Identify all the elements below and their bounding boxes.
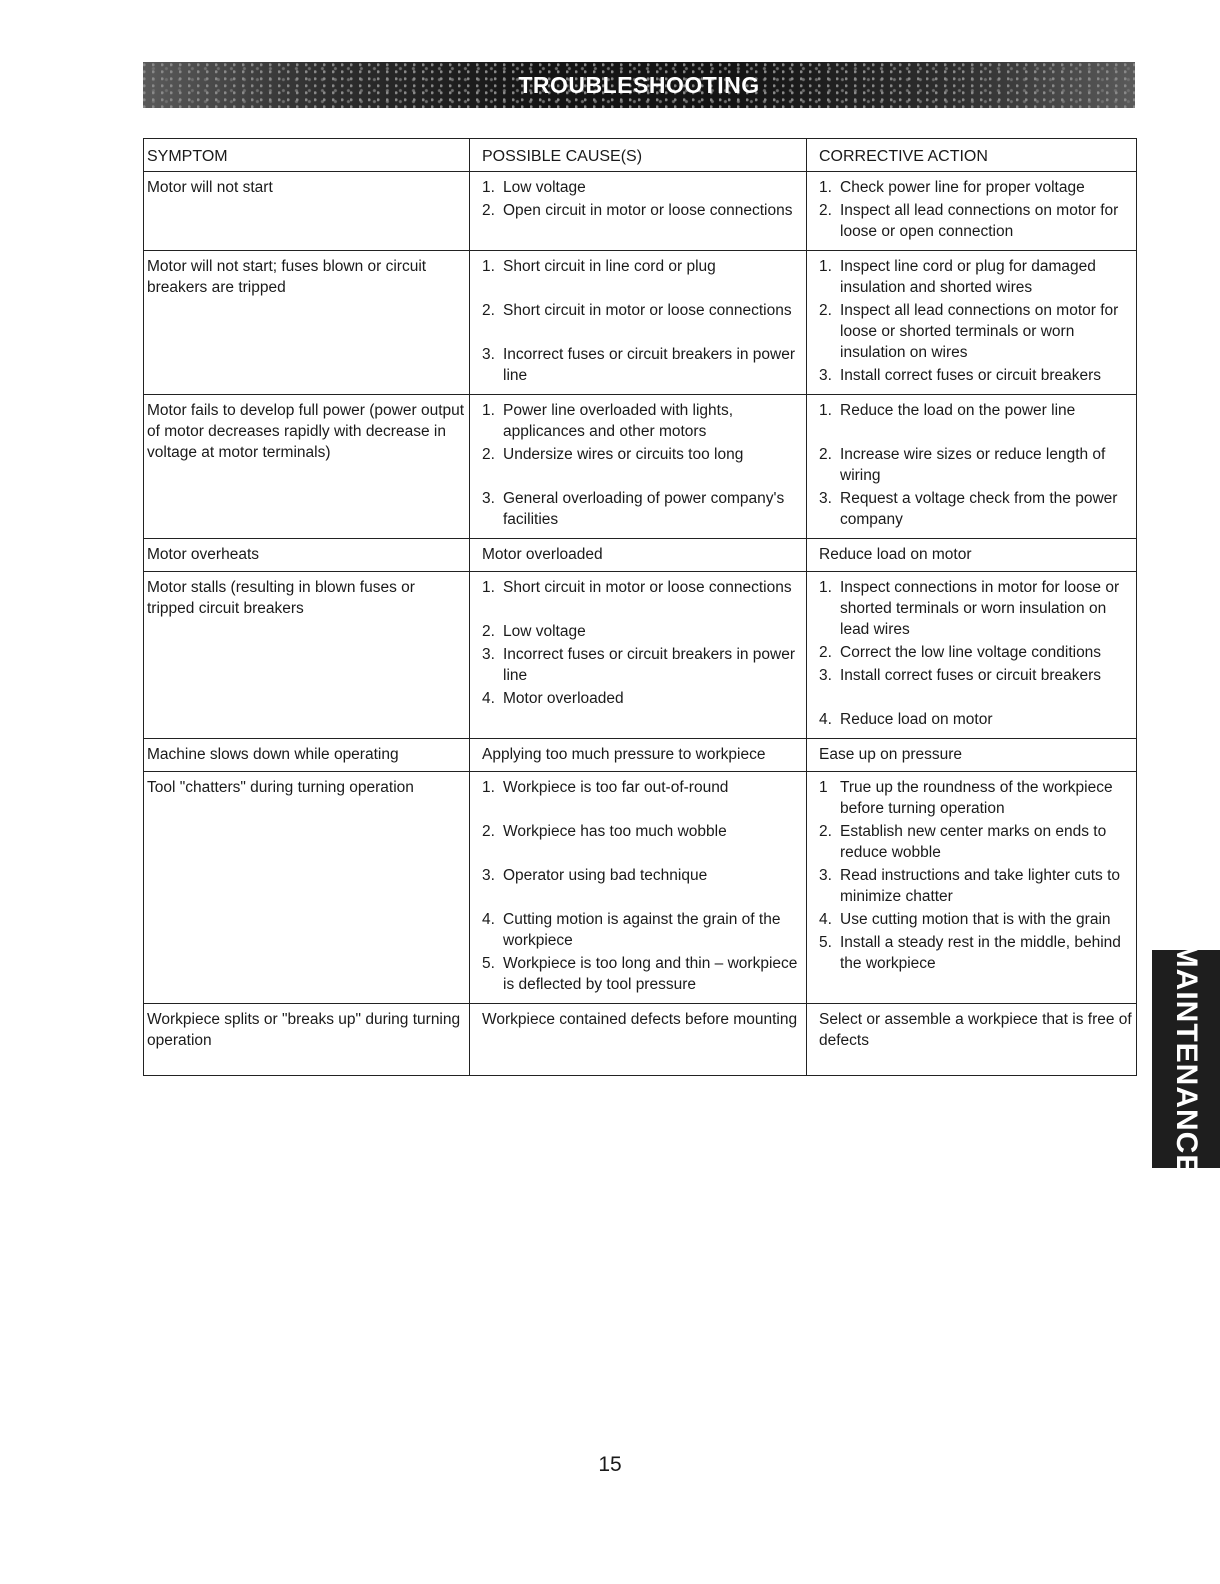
- symptom-cell: Motor will not start: [144, 172, 470, 251]
- list-item: 2. Workpiece has too much wobble: [482, 823, 727, 840]
- table-header-row: [144, 139, 1137, 172]
- symptom-cell: Motor fails to develop full power (power output of motor decreases rapidly with decrease in voltage at motor terminals): [144, 395, 470, 539]
- symptom-cell: Tool "chatters" during turning operation: [144, 772, 470, 1004]
- symptom-cell: Machine slows down while operating: [144, 739, 470, 772]
- cause-cell: [470, 172, 807, 251]
- action-cell: [807, 172, 1137, 251]
- troubleshooting-table: [143, 138, 1137, 1076]
- cause-cell: Motor overloaded: [470, 539, 807, 572]
- list-item: 3. Install correct fuses or circuit breakers: [819, 367, 1102, 384]
- list-item: 3. Operator using bad technique: [482, 867, 708, 884]
- table-row: [144, 172, 1137, 251]
- cause-column-header: POSSIBLE CAUSE(S): [470, 139, 807, 172]
- list-item: 1. Check power line for proper voltage: [819, 179, 1085, 196]
- list-item: 1. Short circuit in motor or loose connections: [482, 579, 792, 596]
- list-item: 1. Short circuit in line cord or plug: [482, 258, 716, 275]
- list-item: 3. Incorrect fuses or circuit breakers in power line: [482, 346, 796, 384]
- cause-cell: [470, 395, 807, 539]
- table-row: [144, 251, 1137, 395]
- list-item: 4. Cutting motion is against the grain of the workpiece: [482, 911, 781, 949]
- symptom-cell: Motor stalls (resulting in blown fuses or tripped circuit breakers: [144, 572, 470, 739]
- action-cell: [807, 772, 1137, 1004]
- action-cell: Select or assemble a workpiece that is free of defects: [807, 1004, 1137, 1076]
- action-cell: Reduce load on motor: [807, 539, 1137, 572]
- table-row: [144, 539, 1137, 572]
- cause-cell: Applying too much pressure to workpiece: [470, 739, 807, 772]
- list-item: 1 True up the roundness of the workpiece before turning operation: [819, 779, 1113, 817]
- list-item: 2. Increase wire sizes or reduce length of wiring: [819, 446, 1106, 484]
- page-number: 15: [598, 1453, 622, 1476]
- action-cell: [807, 572, 1137, 739]
- action-column-header: CORRECTIVE ACTION: [807, 139, 1137, 172]
- action-cell: [807, 251, 1137, 395]
- table-row: [144, 395, 1137, 539]
- cause-cell: [470, 772, 807, 1004]
- list-item: 4. Motor overloaded: [482, 690, 624, 707]
- list-item: 2. Correct the low line voltage conditions: [819, 644, 1102, 661]
- symptom-cell: Motor will not start; fuses blown or circuit breakers are tripped: [144, 251, 470, 395]
- list-item: 2. Open circuit in motor or loose connections: [482, 202, 793, 219]
- section-title: TROUBLESHOOTING: [518, 72, 760, 98]
- list-item: 1. Workpiece is too far out-of-round: [482, 779, 729, 796]
- list-item: 3. Request a voltage check from the power company: [819, 490, 1118, 528]
- section-side-tab: [1152, 942, 1220, 1176]
- list-item: 1. Power line overloaded with lights, applicances and other motors: [482, 402, 734, 440]
- list-item: 5. Workpiece is too long and thin – workpiece is deflected by tool pressure: [482, 955, 798, 993]
- table-row: [144, 739, 1137, 772]
- list-item: 4. Reduce load on motor: [819, 711, 993, 728]
- cause-cell: [470, 251, 807, 395]
- list-item: 1. Reduce the load on the power line: [819, 402, 1076, 419]
- list-item: 2. Inspect all lead connections on motor for loose or shorted terminals or worn insulation on wires: [819, 302, 1119, 361]
- list-item: 2. Low voltage: [482, 623, 586, 640]
- list-item: 3. Read instructions and take lighter cuts to minimize chatter: [819, 867, 1121, 905]
- cause-cell: Workpiece contained defects before mounting: [470, 1004, 807, 1076]
- list-item: 2. Short circuit in motor or loose connections: [482, 302, 792, 319]
- side-tab-label: MAINTENANCE: [1170, 942, 1203, 1176]
- action-cell: [807, 395, 1137, 539]
- list-item: 3. Install correct fuses or circuit breakers: [819, 667, 1102, 684]
- list-item: 1. Low voltage: [482, 179, 586, 196]
- list-item: 3. Incorrect fuses or circuit breakers in power line: [482, 646, 796, 684]
- list-item: 2. Inspect all lead connections on motor for loose or open connection: [819, 202, 1119, 240]
- table-row: [144, 772, 1137, 1004]
- list-item: 5. Install a steady rest in the middle, behind the workpiece: [819, 934, 1121, 972]
- list-item: 1. Inspect line cord or plug for damaged insulation and shorted wires: [819, 258, 1096, 296]
- symptom-column-header: SYMPTOM: [144, 139, 470, 172]
- action-cell: Ease up on pressure: [807, 739, 1137, 772]
- cause-cell: [470, 572, 807, 739]
- list-item: 4. Use cutting motion that is with the grain: [819, 911, 1111, 928]
- list-item: 2. Establish new center marks on ends to reduce wobble: [819, 823, 1107, 861]
- symptom-cell: Motor overheats: [144, 539, 470, 572]
- table-row: [144, 1004, 1137, 1076]
- table-row: [144, 572, 1137, 739]
- list-item: 1. Inspect connections in motor for loose or shorted terminals or worn insulation on lead wires: [819, 579, 1120, 638]
- symptom-cell: Workpiece splits or "breaks up" during turning operation: [144, 1004, 470, 1076]
- list-item: 3. General overloading of power company's facilities: [482, 490, 785, 528]
- section-banner: [143, 62, 1135, 108]
- list-item: 2. Undersize wires or circuits too long: [482, 446, 744, 463]
